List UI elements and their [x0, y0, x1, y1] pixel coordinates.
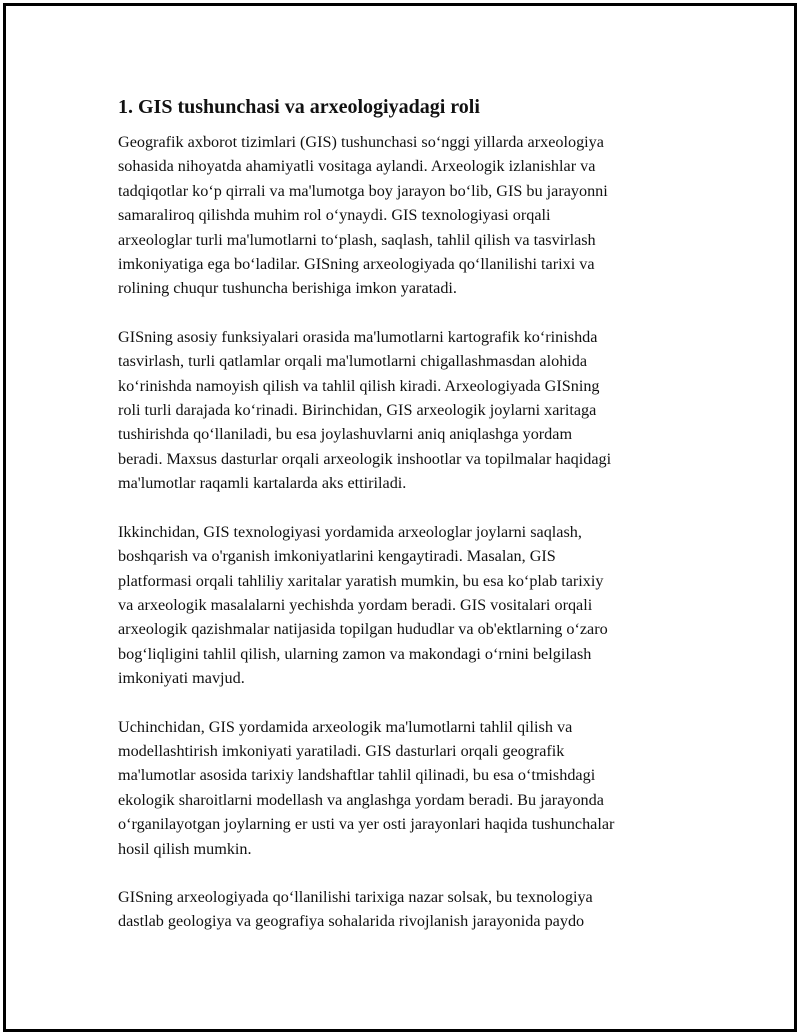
text-line: bog‘liqligini tahlil qilish, ularning zamon va makondagi o‘rnini belgilash — [118, 644, 592, 663]
text-line: ma'lumotlar raqamli kartalarda aks ettiriladi. — [118, 474, 407, 493]
text-line: tadqiqotlar ko‘p qirrali va ma'lumotga boy jarayon bo‘lib, GIS bu jarayonni — [118, 181, 608, 200]
paragraph-5 — [118, 885, 698, 934]
text-line: ko‘rinishda namoyish qilish va tahlil qilish kiradi. Arxeologiyada GISning — [118, 376, 600, 395]
text-line: GISning arxeologiyada qo‘llanilishi tarixiga nazar solsak, bu texnologiya — [118, 887, 593, 906]
text-line: Geografik axborot tizimlari (GIS) tushunchasi so‘nggi yillarda arxeologiya — [118, 133, 604, 151]
text-line: roli turli darajada ko‘rinadi. Birinchidan, GIS arxeologik joylarni xaritaga — [118, 401, 597, 420]
text-line: ekologik sharoitlarni modellash va anglashga yordam beradi. Bu jarayonda — [118, 790, 604, 809]
text-line: tushirishda qo‘llaniladi, bu esa joylashuvlarni aniq aniqlashga yordam — [118, 425, 573, 444]
text-line: arxeologlar turli ma'lumotlarni to‘plash, saqlash, tahlil qilish va tasvirlash — [118, 230, 596, 249]
text-line: hosil qilish mumkin. — [118, 839, 252, 858]
text-line: tasvirlash, turli qatlamlar orqali ma'lumotlarni chigallashmasdan alohida — [118, 352, 588, 371]
section-heading: 1. GIS tushunchasi va arxeologiyadagi roli — [118, 96, 480, 118]
text-line: imkoniyati mavjud. — [118, 669, 245, 688]
text-line: GISning asosiy funksiyalari orasida ma'lumotlarni kartografik ko‘rinishda — [118, 327, 598, 346]
text-line: va arxeologik masalalarni yechishda yordam beradi. GIS vositalari orqali — [118, 595, 593, 614]
text-line: ma'lumotlar asosida tarixiy landshaftlar tahlil qilinadi, bu esa o‘tmishdagi — [118, 766, 596, 785]
text-line: arxeologik qazishmalar natijasida topilgan hududlar va ob'ektlarning o‘zaro — [118, 620, 608, 639]
paragraph-4 — [118, 715, 698, 861]
text-line: o‘rganilayotgan joylarning er usti va yer osti jarayonlari haqida tushunchalar — [118, 815, 615, 834]
text-line: platformasi orqali tahliliy xaritalar yaratish mumkin, bu esa ko‘plab tarixiy — [118, 571, 604, 590]
paragraph-2 — [118, 325, 698, 496]
text-line: sohasida nihoyatda ahamiyatli vositaga aylandi. Arxeologik izlanishlar va — [118, 157, 596, 176]
document-body — [118, 94, 698, 958]
text-line: rolining chuqur tushuncha berishiga imkon yaratadi. — [118, 279, 457, 298]
text-line: dastlab geologiya va geografiya sohalarida rivojlanish jarayonida paydo — [118, 912, 585, 931]
text-line: imkoniyatiga ega bo‘ladilar. GISning arxeologiyada qo‘llanilishi tarixi va — [118, 255, 595, 274]
paragraph-3 — [118, 520, 698, 691]
paragraph-1 — [118, 130, 698, 301]
text-line: Uchinchidan, GIS yordamida arxeologik ma'lumotlarni tahlil qilish va — [118, 717, 573, 736]
text-line: Ikkinchidan, GIS texnologiyasi yordamida arxeologlar joylarni saqlash, — [118, 522, 582, 541]
text-line: beradi. Maxsus dasturlar orqali arxeologik inshootlar va topilmalar haqidagi — [118, 449, 612, 468]
text-line: samaraliroq qilishda muhim rol o‘ynaydi. GIS texnologiyasi orqali — [118, 206, 551, 225]
text-line: boshqarish va o'rganish imkoniyatlarini kengaytiradi. Masalan, GIS — [118, 547, 556, 566]
text-line: modellashtirish imkoniyati yaratiladi. GIS dasturlari orqali geografik — [118, 741, 565, 760]
